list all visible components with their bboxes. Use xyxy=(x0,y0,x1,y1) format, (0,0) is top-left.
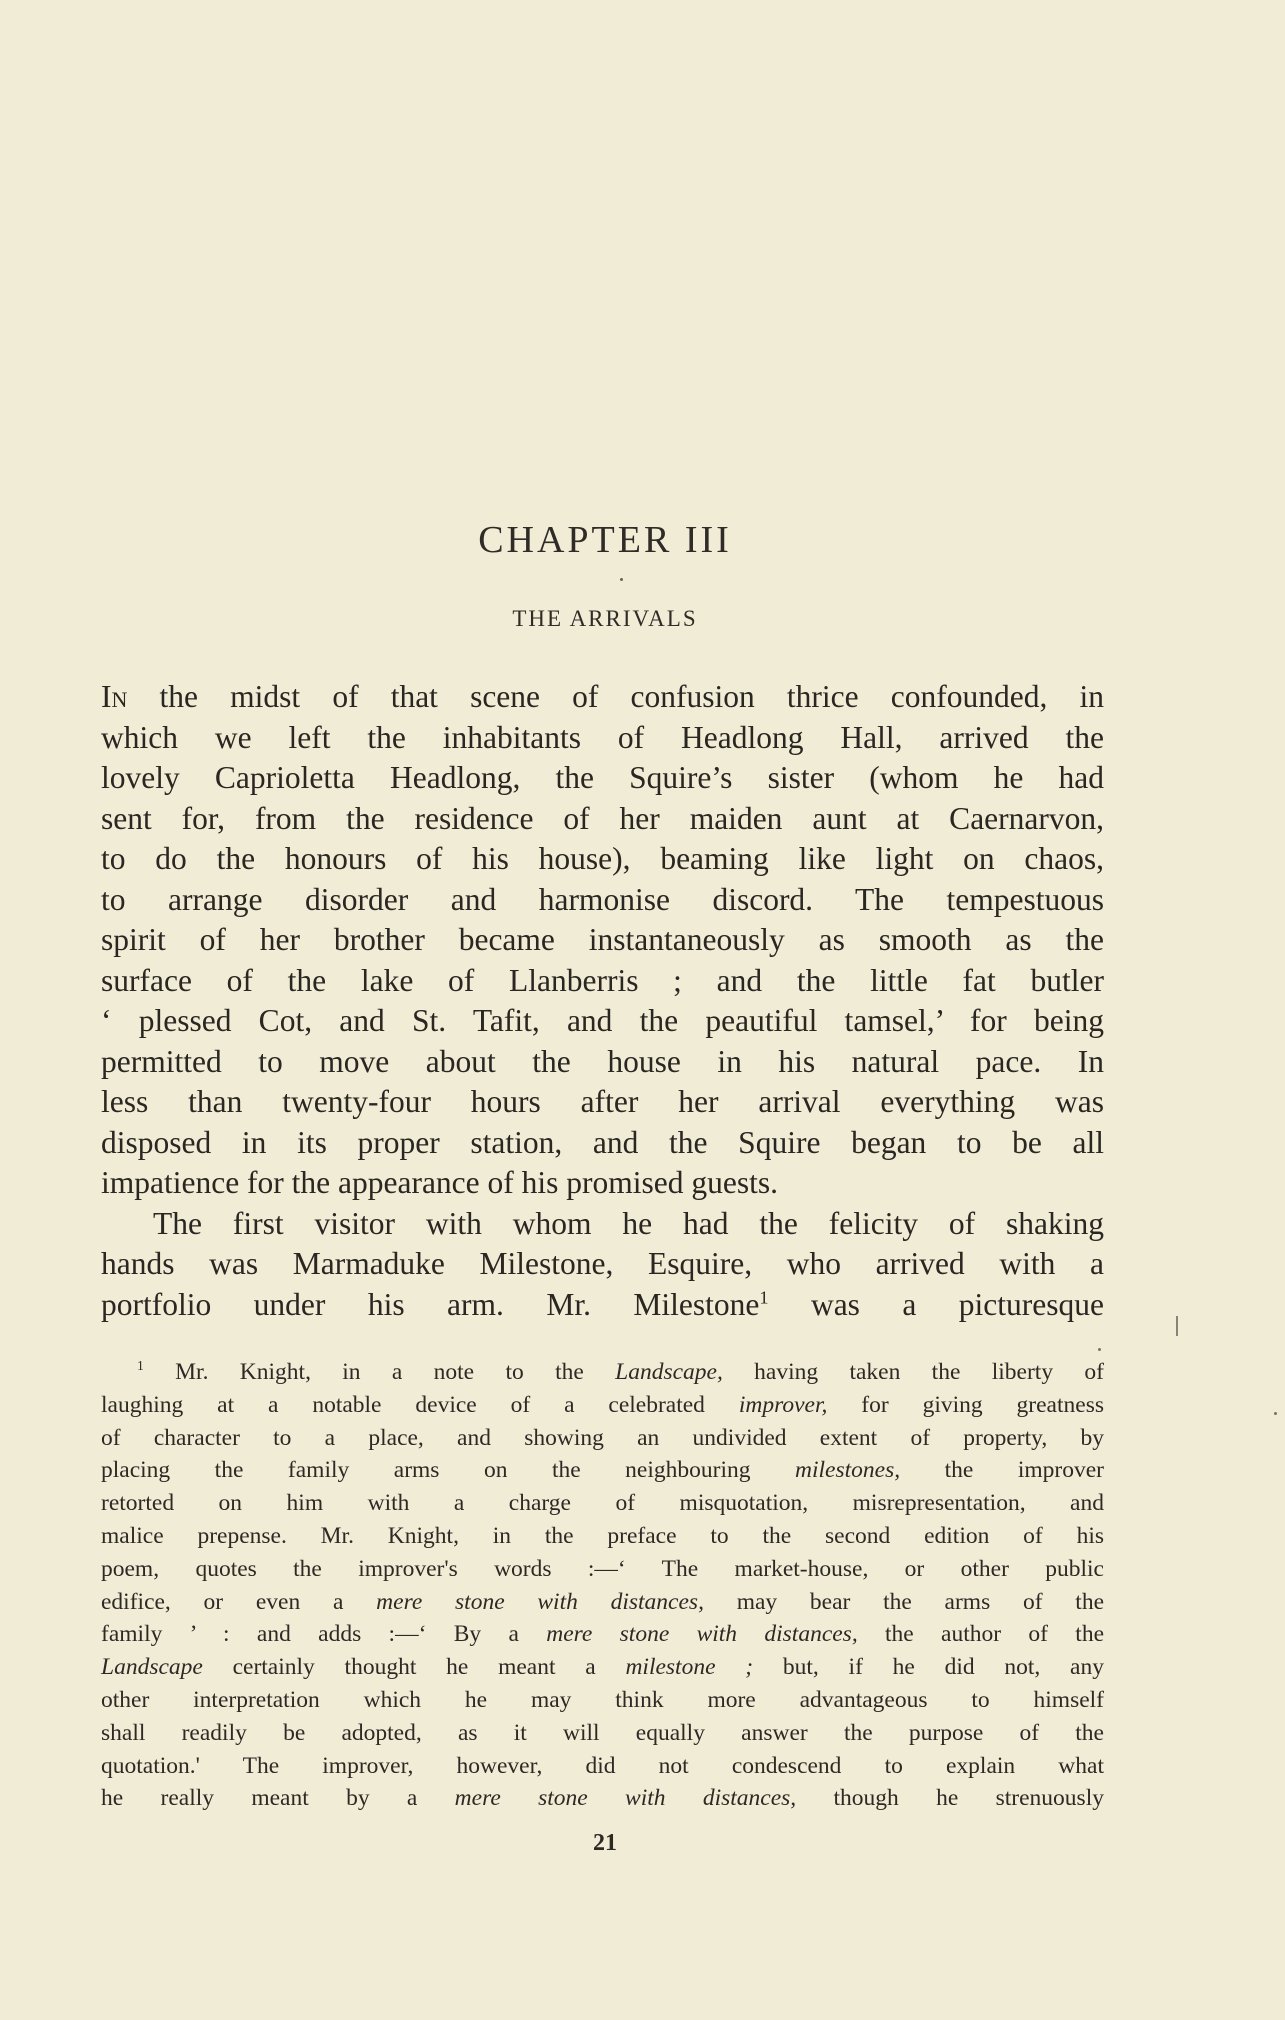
body-line: spirit of her brother became instantaneously as smooth as the xyxy=(101,922,1104,957)
footnote-line: laughing at a notable device of a celebrated improver, for giving greatness xyxy=(101,1391,1104,1418)
margin-speck xyxy=(1274,1412,1277,1415)
footnote-line: other interpretation which he may think more advantageous to himself xyxy=(101,1686,1104,1713)
footnote xyxy=(101,1356,1104,1815)
body-line: hands was Marmaduke Milestone, Esquire, who arrived with a xyxy=(101,1246,1104,1281)
body-line: ‘ plessed Cot, and St. Tafit, and the peautiful tamsel,’ for being xyxy=(101,1003,1104,1038)
chapter-subtitle: THE ARRIVALS xyxy=(512,606,698,631)
body-line: to do the honours of his house), beaming like light on chaos, xyxy=(101,841,1104,876)
body-line: lovely Caprioletta Headlong, the Squire’s sister (whom he had xyxy=(101,760,1104,795)
body-line: which we left the inhabitants of Headlong Hall, arrived the xyxy=(101,719,1104,755)
footnote-line: $^1$ Mr. Knight, in a note to the Landscape, having taken the liberty of xyxy=(137,1358,1104,1385)
chapter-title: CHAPTER III xyxy=(478,519,732,561)
ornament-dot xyxy=(620,578,623,581)
footnote-line: Landscape certainly thought he meant a milestone ; but, if he did not, any xyxy=(101,1654,1104,1681)
page-number: 21 xyxy=(593,1830,617,1856)
footnote-line: he really meant by a mere stone with distances, though he strenuously xyxy=(101,1785,1104,1812)
footnote-marker: 1 xyxy=(137,1358,144,1374)
body-line: less than twenty-four hours after her arrival everything was xyxy=(101,1084,1104,1119)
body-line: The first visitor with whom he had the felicity of shaking xyxy=(153,1205,1104,1241)
footnote-line: quotation.' The improver, however, did not condescend to explain what xyxy=(101,1752,1104,1779)
footnote-line: edifice, or even a mere stone with distances, may bear the arms of the xyxy=(101,1588,1105,1615)
body-line: impatience for the appearance of his promised guests. xyxy=(101,1165,779,1200)
chapter-body xyxy=(101,677,1104,1325)
body-line: portfolio under his arm. Mr. Milestone$^1$ was a picturesque xyxy=(101,1286,1104,1322)
margin-mark xyxy=(1176,1316,1178,1336)
body-line: In the midst of that scene of confusion thrice confounded, in xyxy=(101,679,1104,714)
margin-speck xyxy=(1098,1348,1101,1351)
body-line: surface of the lake of Llanberris ; and the little fat butler xyxy=(101,962,1104,998)
drop-word: In xyxy=(101,679,128,714)
footnote-line: poem, quotes the improver's words :—‘ The market-house, or other public xyxy=(101,1555,1104,1582)
footnote-line: placing the family arms on the neighbouring milestones, the improver xyxy=(101,1457,1104,1484)
footnote-line: retorted on him with a charge of misquotation, misrepresentation, and xyxy=(101,1490,1104,1517)
footnote-line: shall readily be adopted, as it will equally answer the purpose of the xyxy=(101,1719,1104,1746)
body-line: to arrange disorder and harmonise discord. The tempestuous xyxy=(101,881,1104,917)
body-line: sent for, from the residence of her maiden aunt at Caernarvon, xyxy=(101,800,1104,836)
footnote-reference[interactable]: 1 xyxy=(759,1287,769,1307)
footnote-line: family ’ : and adds :—‘ By a mere stone with distances, the author of the xyxy=(101,1621,1105,1648)
footnote-line: of character to a place, and showing an undivided extent of property, by xyxy=(101,1424,1104,1451)
footnote-line: malice prepense. Mr. Knight, in the preface to the second edition of his xyxy=(101,1522,1104,1549)
body-line: permitted to move about the house in his natural pace. In xyxy=(101,1043,1104,1079)
body-line: disposed in its proper station, and the Squire began to be all xyxy=(101,1124,1104,1160)
